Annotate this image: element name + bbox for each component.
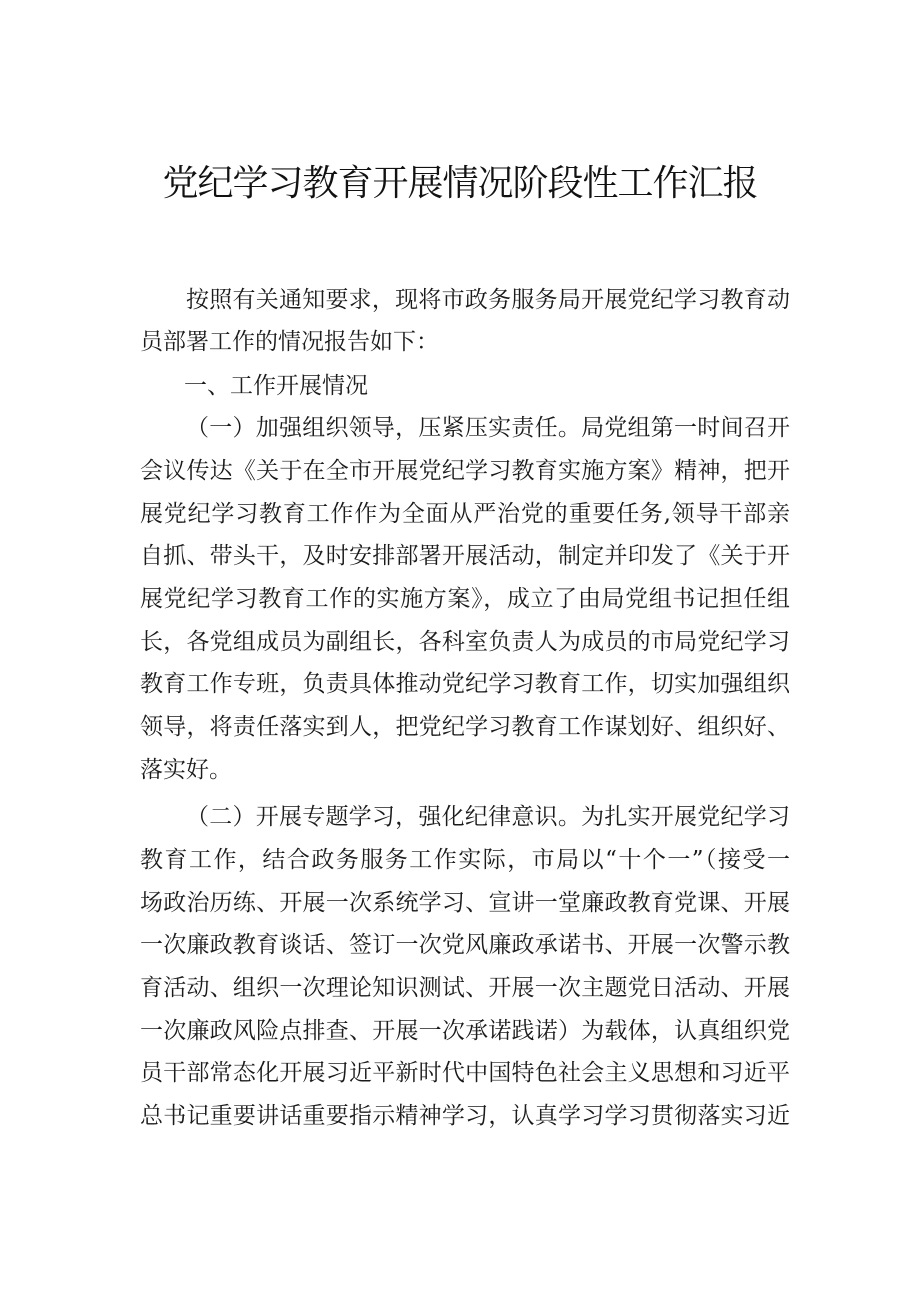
paragraph-line: 展党纪学习教育工作的实施方案》，成立了由局党组书记担任组 xyxy=(140,586,790,612)
paragraph-line: 教育工作，结合政务服务工作实际，市局以“十个一”（接受一 xyxy=(140,847,790,873)
paragraph-line: 一次廉政教育谈话、签订一次党风廉政承诺书、开展一次警示教 xyxy=(140,932,790,958)
paragraph-line: 展党纪学习教育工作作为全面从严治党的重要任务,领导干部亲 xyxy=(140,501,790,527)
paragraph-line: 场政治历练、开展一次系统学习、宣讲一堂廉政教育党课、开展 xyxy=(140,890,790,916)
intro-line: 按照有关通知要求，现将市政务服务局开展党纪学习教育动 xyxy=(186,287,790,313)
paragraph-line: 总书记重要讲话重要指示精神学习，认真学习学习贯彻落实习近 xyxy=(140,1103,790,1129)
paragraph-line: 育活动、组织一次理论知识测试、开展一次主题党日活动、开展 xyxy=(140,975,790,1001)
paragraph-line: 长，各党组成员为副组长，各科室负责人为成员的市局党纪学习 xyxy=(140,629,790,655)
section-heading: 一、工作开展情况 xyxy=(184,373,368,399)
paragraph-line: 员干部常态化开展习近平新时代中国特色社会主义思想和习近平 xyxy=(140,1060,790,1086)
paragraph-line: 落实好。 xyxy=(140,757,232,783)
paragraph-line: 一次廉政风险点排查、开展一次承诺践诺）为载体，认真组织党 xyxy=(140,1018,790,1044)
paragraph-line: （一）加强组织领导，压紧压实责任。局党组第一时间召开 xyxy=(186,415,790,441)
paragraph-line: 教育工作专班，负责具体推动党纪学习教育工作，切实加强组织 xyxy=(140,671,790,697)
paragraph-line: 领导，将责任落实到人，把党纪学习教育工作谋划好、组织好、 xyxy=(140,714,790,740)
document-title: 党纪学习教育开展情况阶段性工作汇报 xyxy=(162,163,758,204)
intro-line: 员部署工作的情况报告如下： xyxy=(140,329,439,355)
paragraph-line: 自抓、带头干，及时安排部署开展活动，制定并印发了《关于开 xyxy=(140,543,790,569)
paragraph-line: （二）开展专题学习，强化纪律意识。为扎实开展党纪学习 xyxy=(186,804,790,830)
paragraph-line: 会议传达《关于在全市开展党纪学习教育实施方案》精神，把开 xyxy=(140,458,790,484)
